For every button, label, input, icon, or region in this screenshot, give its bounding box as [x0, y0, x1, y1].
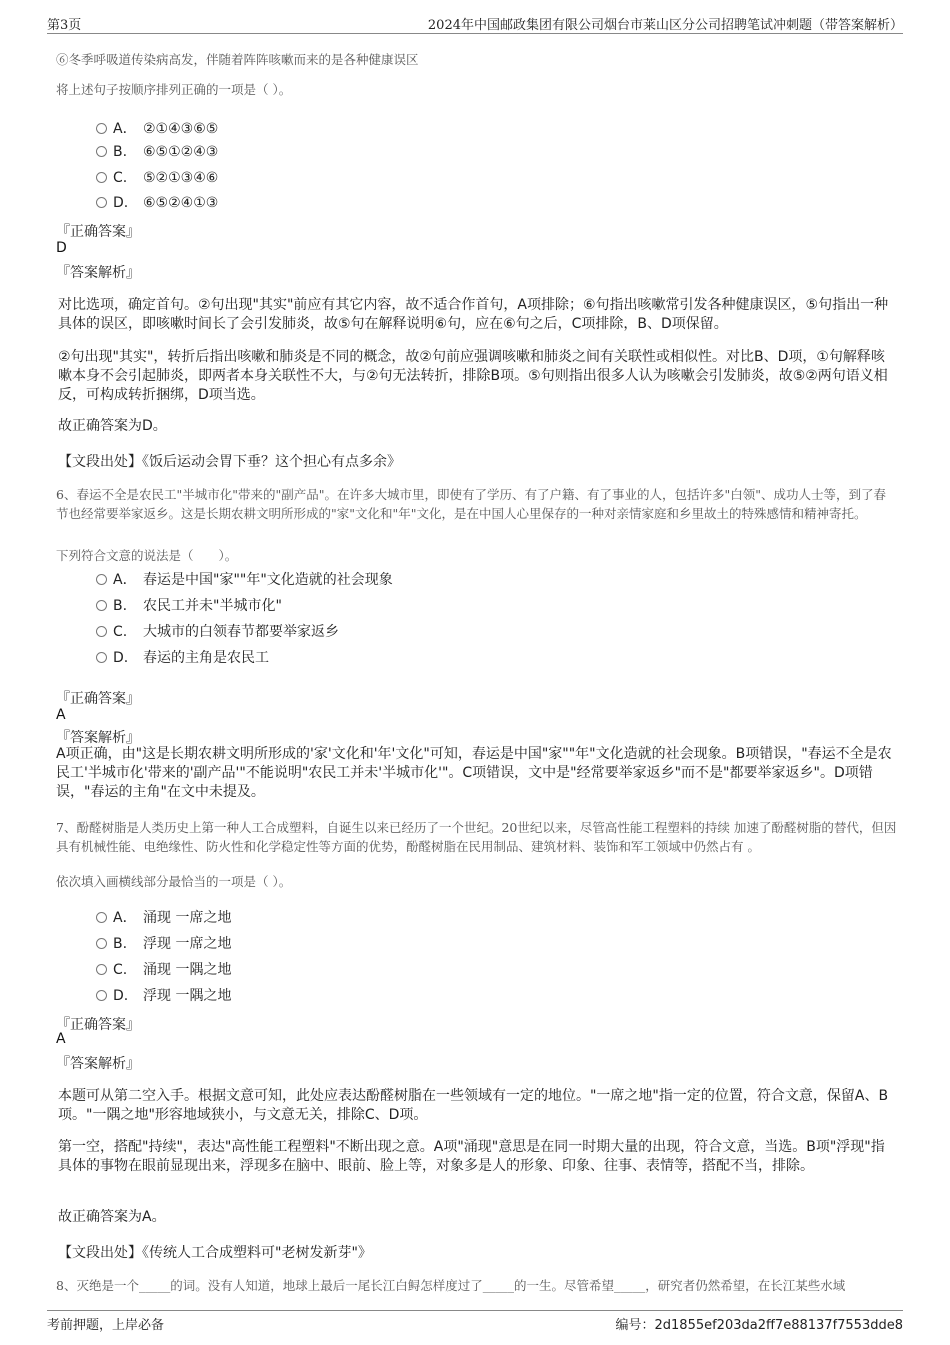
q5-option-c[interactable]: C. ⑤②①③④⑥ [96, 170, 218, 186]
q7-option-a[interactable]: A． 涌现 一席之地 [96, 907, 231, 927]
q5-sentence-6: ⑥冬季呼吸道传染病高发，伴随着阵阵咳嗽而来的是各种健康误区 [56, 52, 419, 67]
q6-analysis-tag: 『答案解析』 [56, 730, 140, 746]
radio-icon[interactable] [96, 938, 107, 949]
radio-icon[interactable] [96, 123, 107, 134]
q7-option-b[interactable]: B. 浮现 一席之地 [96, 933, 231, 953]
page-number: 第3页 [47, 18, 82, 33]
q5-prompt: 将上述句子按顺序排列正确的一项是（ ）。 [56, 82, 292, 97]
q7-analysis-paragraph-2: 第一空，搭配"持续"，表达"高性能工程塑料"不断出现之意。A项"涌现"意思是在同一时期大量的出现，符合文意，当选。B项"浮现"指具体的事物在眼前显现出来，浮现多在脑中、眼前、脸上等，对象多是人的形象、印象、往事、表情等，搭配不当，排除。 [58, 1139, 885, 1174]
radio-icon[interactable] [96, 600, 107, 611]
radio-icon[interactable] [96, 172, 107, 183]
q6-answer: A [56, 707, 66, 723]
q5-conclusion: 故正确答案为D。 [58, 418, 167, 434]
q6-prompt: 下列符合文意的说法是（ ）。 [56, 548, 238, 563]
page-header [47, 14, 903, 32]
radio-icon[interactable] [96, 912, 107, 923]
radio-icon[interactable] [96, 626, 107, 637]
q6-option-d[interactable]: D. 春运的主角是农民工 [96, 647, 269, 667]
q7-analysis-tag: 『答案解析』 [56, 1056, 140, 1072]
q7-option-c[interactable]: C. 涌现 一隅之地 [96, 959, 231, 979]
q7-prompt: 依次填入画横线部分最恰当的一项是（ ）。 [56, 874, 292, 889]
q6-stem: 6、春运不全是农民工"半城市化"带来的"副产品"。在许多大城市里，即使有了学历、有了户籍、有了事业的人，包括许多"白领"、成功人士等，到了春节也经常要举家返乡。这是长期农耕文明所形成的"家"文化和"年"文化，是在中国人心里保存的一种对亲情家庭和乡里故土的特殊感情和精神寄托。 [56, 487, 886, 521]
radio-icon[interactable] [96, 197, 107, 208]
radio-icon[interactable] [96, 652, 107, 663]
q6-option-a[interactable]: A． 春运是中国"家""年"文化造就的社会现象 [96, 569, 393, 589]
radio-icon[interactable] [96, 990, 107, 1001]
document-id: 编号：2d1855ef203da2ff7e88137f7553dde8 [615, 1318, 903, 1333]
footer-divider [47, 1310, 903, 1311]
q6-option-c[interactable]: C. 大城市的白领春节都要举家返乡 [96, 621, 339, 641]
footer-slogan: 考前押题，上岸必备 [47, 1318, 165, 1333]
q7-analysis-paragraph-1: 本题可从第二空入手。根据文意可知，此处应表达酚醛树脂在一些领域有一定的地位。"一席之地"指一定的位置，符合文意，保留A、B项。"一隅之地"形容地域狭小，与文意无关，排除C、D项。 [58, 1088, 889, 1123]
q5-option-d[interactable]: D. ⑥⑤②④①③ [96, 195, 218, 211]
q6-answer-tag: 『正确答案』 [56, 691, 140, 707]
q5-analysis-paragraph-2: ②句出现"其实"，转折后指出咳嗽和肺炎是不同的概念，故②句前应强调咳嗽和肺炎之间有关联性或相似性。对比B、D项，①句解释咳嗽本身不会引起肺炎，即两者本身关联性不大，与②句无法转折，排除B项。⑤句则指出很多人认为咳嗽会引发肺炎，故⑤②两句语义相反，可构成转折捆绑，D项当选。 [58, 349, 888, 403]
q7-option-d[interactable]: D. 浮现 一隅之地 [96, 985, 231, 1005]
q7-answer-tag: 『正确答案』 [56, 1017, 140, 1033]
q5-source: 【文段出处】《饭后运动会胃下垂？这个担心有点多余》 [58, 454, 401, 470]
radio-icon[interactable] [96, 574, 107, 585]
q8-stem: 8、灭绝是一个_____的词。没有人知道，地球上最后一尾长江白鲟怎样度过了_____的一生。尽管希望_____，研究者仍然希望，在长江某些水域 [56, 1278, 846, 1293]
header-divider [47, 33, 903, 34]
q7-source: 【文段出处】《传统人工合成塑料可"老树发新芽"》 [58, 1245, 372, 1261]
q5-answer: D [56, 240, 67, 256]
q5-option-a[interactable]: A． ②①④③⑥⑤ [96, 118, 218, 138]
q7-conclusion: 故正确答案为A。 [58, 1209, 166, 1225]
radio-icon[interactable] [96, 964, 107, 975]
q7-answer: A [56, 1031, 66, 1047]
q6-analysis: A项正确，由"这是长期农耕文明所形成的'家'文化和'年'文化"可知，春运是中国"家""年"文化造就的社会现象。B项错误，"春运不全是农民工'半城市化'带来的'副产品'"不能说明"农民工并未'半城市化'"。C项错误，文中是"经常要举家返乡"而不是"都要举家返乡"。D项错误，"春运的主角"在文中未提及。 [56, 746, 892, 800]
radio-icon[interactable] [96, 146, 107, 157]
document-title: 2024年中国邮政集团有限公司烟台市莱山区分公司招聘笔试冲刺题（带答案解析） [427, 18, 903, 33]
q6-option-b[interactable]: B. 农民工并未"半城市化" [96, 595, 282, 615]
q5-option-b[interactable]: B. ⑥⑤①②④③ [96, 144, 218, 160]
q7-stem: 7、酚醛树脂是人类历史上第一种人工合成塑料，自诞生以来已经历了一个世纪。20世纪以来，尽管高性能工程塑料的持续 加速了酚醛树脂的替代，但因具有机械性能、电绝缘性、防火性和化学稳定性等方面的优势，酚醛树脂在民用制品、建筑材料、装饰和军工领域中仍然占有 。 [56, 820, 897, 854]
q5-analysis-tag: 『答案解析』 [56, 265, 140, 281]
q5-answer-tag: 『正确答案』 [56, 224, 140, 240]
q5-analysis-paragraph-1: 对比选项，确定首句。②句出现"其实"前应有其它内容，故不适合作首句，A项排除；⑥句指出咳嗽常引发各种健康误区，⑤句指出一种具体的误区，即咳嗽时间长了会引发肺炎，故⑤句在解释说明⑥句，应在⑥句之后，C项排除，B、D项保留。 [58, 297, 889, 332]
